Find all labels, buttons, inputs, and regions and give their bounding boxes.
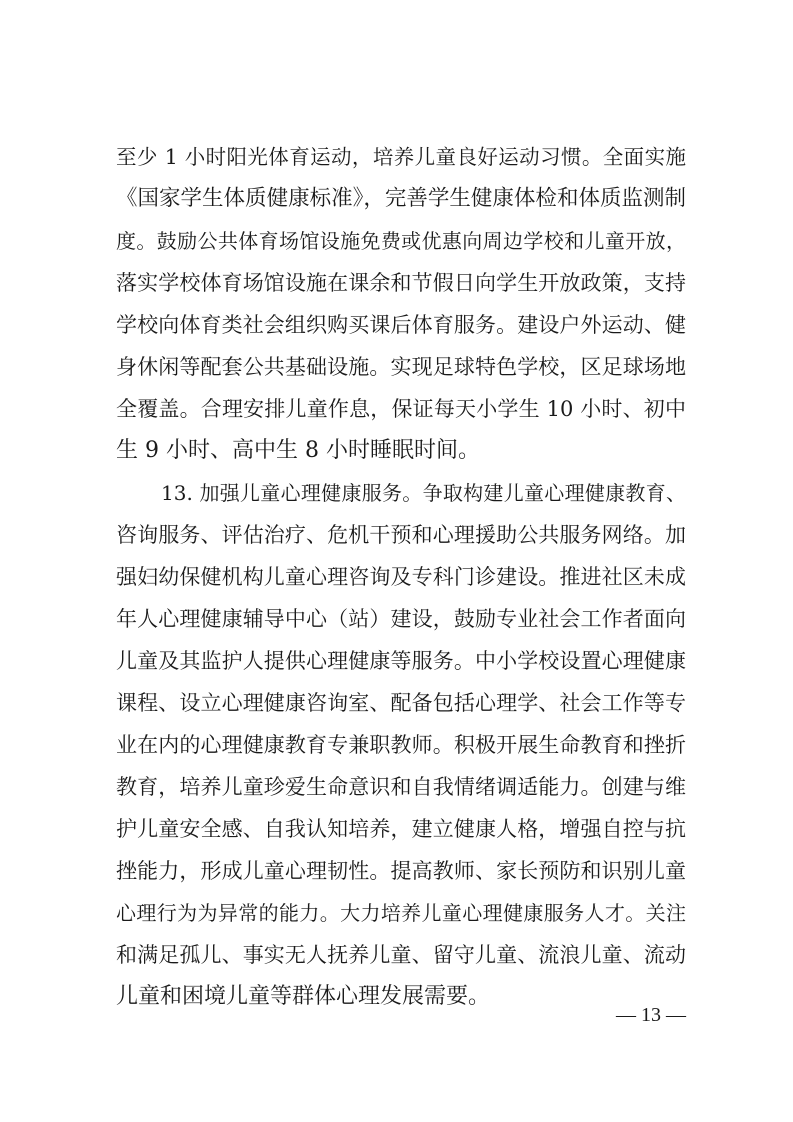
text-line: 身休闲等配套公共基础设施。实现足球特色学校，区足球场地 <box>116 355 686 379</box>
text-line: 度。鼓励公共体育场馆设施免费或优惠向周边学校和儿童开放， <box>116 229 686 253</box>
text-line: 教育，培养儿童珍爱生命意识和自我情绪调适能力。创建与维 <box>116 775 686 799</box>
page-number: — 13 — <box>616 1004 686 1026</box>
text-line: 学校向体育类社会组织购买课后体育服务。建设户外运动、健 <box>116 313 686 337</box>
text-line: 咨询服务、评估治疗、危机干预和心理援助公共服务网络。加 <box>116 523 686 547</box>
text-line: 课程、设立心理健康咨询室、配备包括心理学、社会工作等专 <box>116 691 686 715</box>
text-line: 业在内的心理健康教育专兼职教师。积极开展生命教育和挫折 <box>116 733 686 757</box>
text-line: 年人心理健康辅导中心（站）建设，鼓励专业社会工作者面向 <box>116 607 686 631</box>
text-line: 护儿童安全感、自我认知培养，建立健康人格，增强自控与抗 <box>116 817 686 841</box>
text-line: 生 9 小时、高中生 8 小时睡眠时间。 <box>116 438 480 463</box>
section-heading-line: 13. 加强儿童心理健康服务。争取构建儿童心理健康教育、 <box>161 481 686 505</box>
text-line: 落实学校体育场馆设施在课余和节假日向学生开放政策，支持 <box>116 271 686 295</box>
text-line: 《国家学生体质健康标准》，完善学生健康体检和体质监测制 <box>116 186 686 211</box>
text-line: 心理行为为异常的能力。大力培养儿童心理健康服务人才。关注 <box>116 901 686 925</box>
text-line: 儿童和困境儿童等群体心理发展需要。 <box>116 984 491 1009</box>
text-line: 至少 1 小时阳光体育运动，培养儿童良好运动习惯。全面实施 <box>116 145 686 169</box>
text-line: 和满足孤儿、事实无人抚养儿童、留守儿童、流浪儿童、流动 <box>116 943 686 967</box>
text-line: 挫能力，形成儿童心理韧性。提高教师、家长预防和识别儿童 <box>116 859 686 883</box>
text-line: 强妇幼保健机构儿童心理咨询及专科门诊建设。推进社区未成 <box>116 565 686 589</box>
text-line: 儿童及其监护人提供心理健康等服务。中小学校设置心理健康 <box>116 649 686 673</box>
text-line: 全覆盖。合理安排儿童作息，保证每天小学生 10 小时、初中 <box>116 397 686 421</box>
